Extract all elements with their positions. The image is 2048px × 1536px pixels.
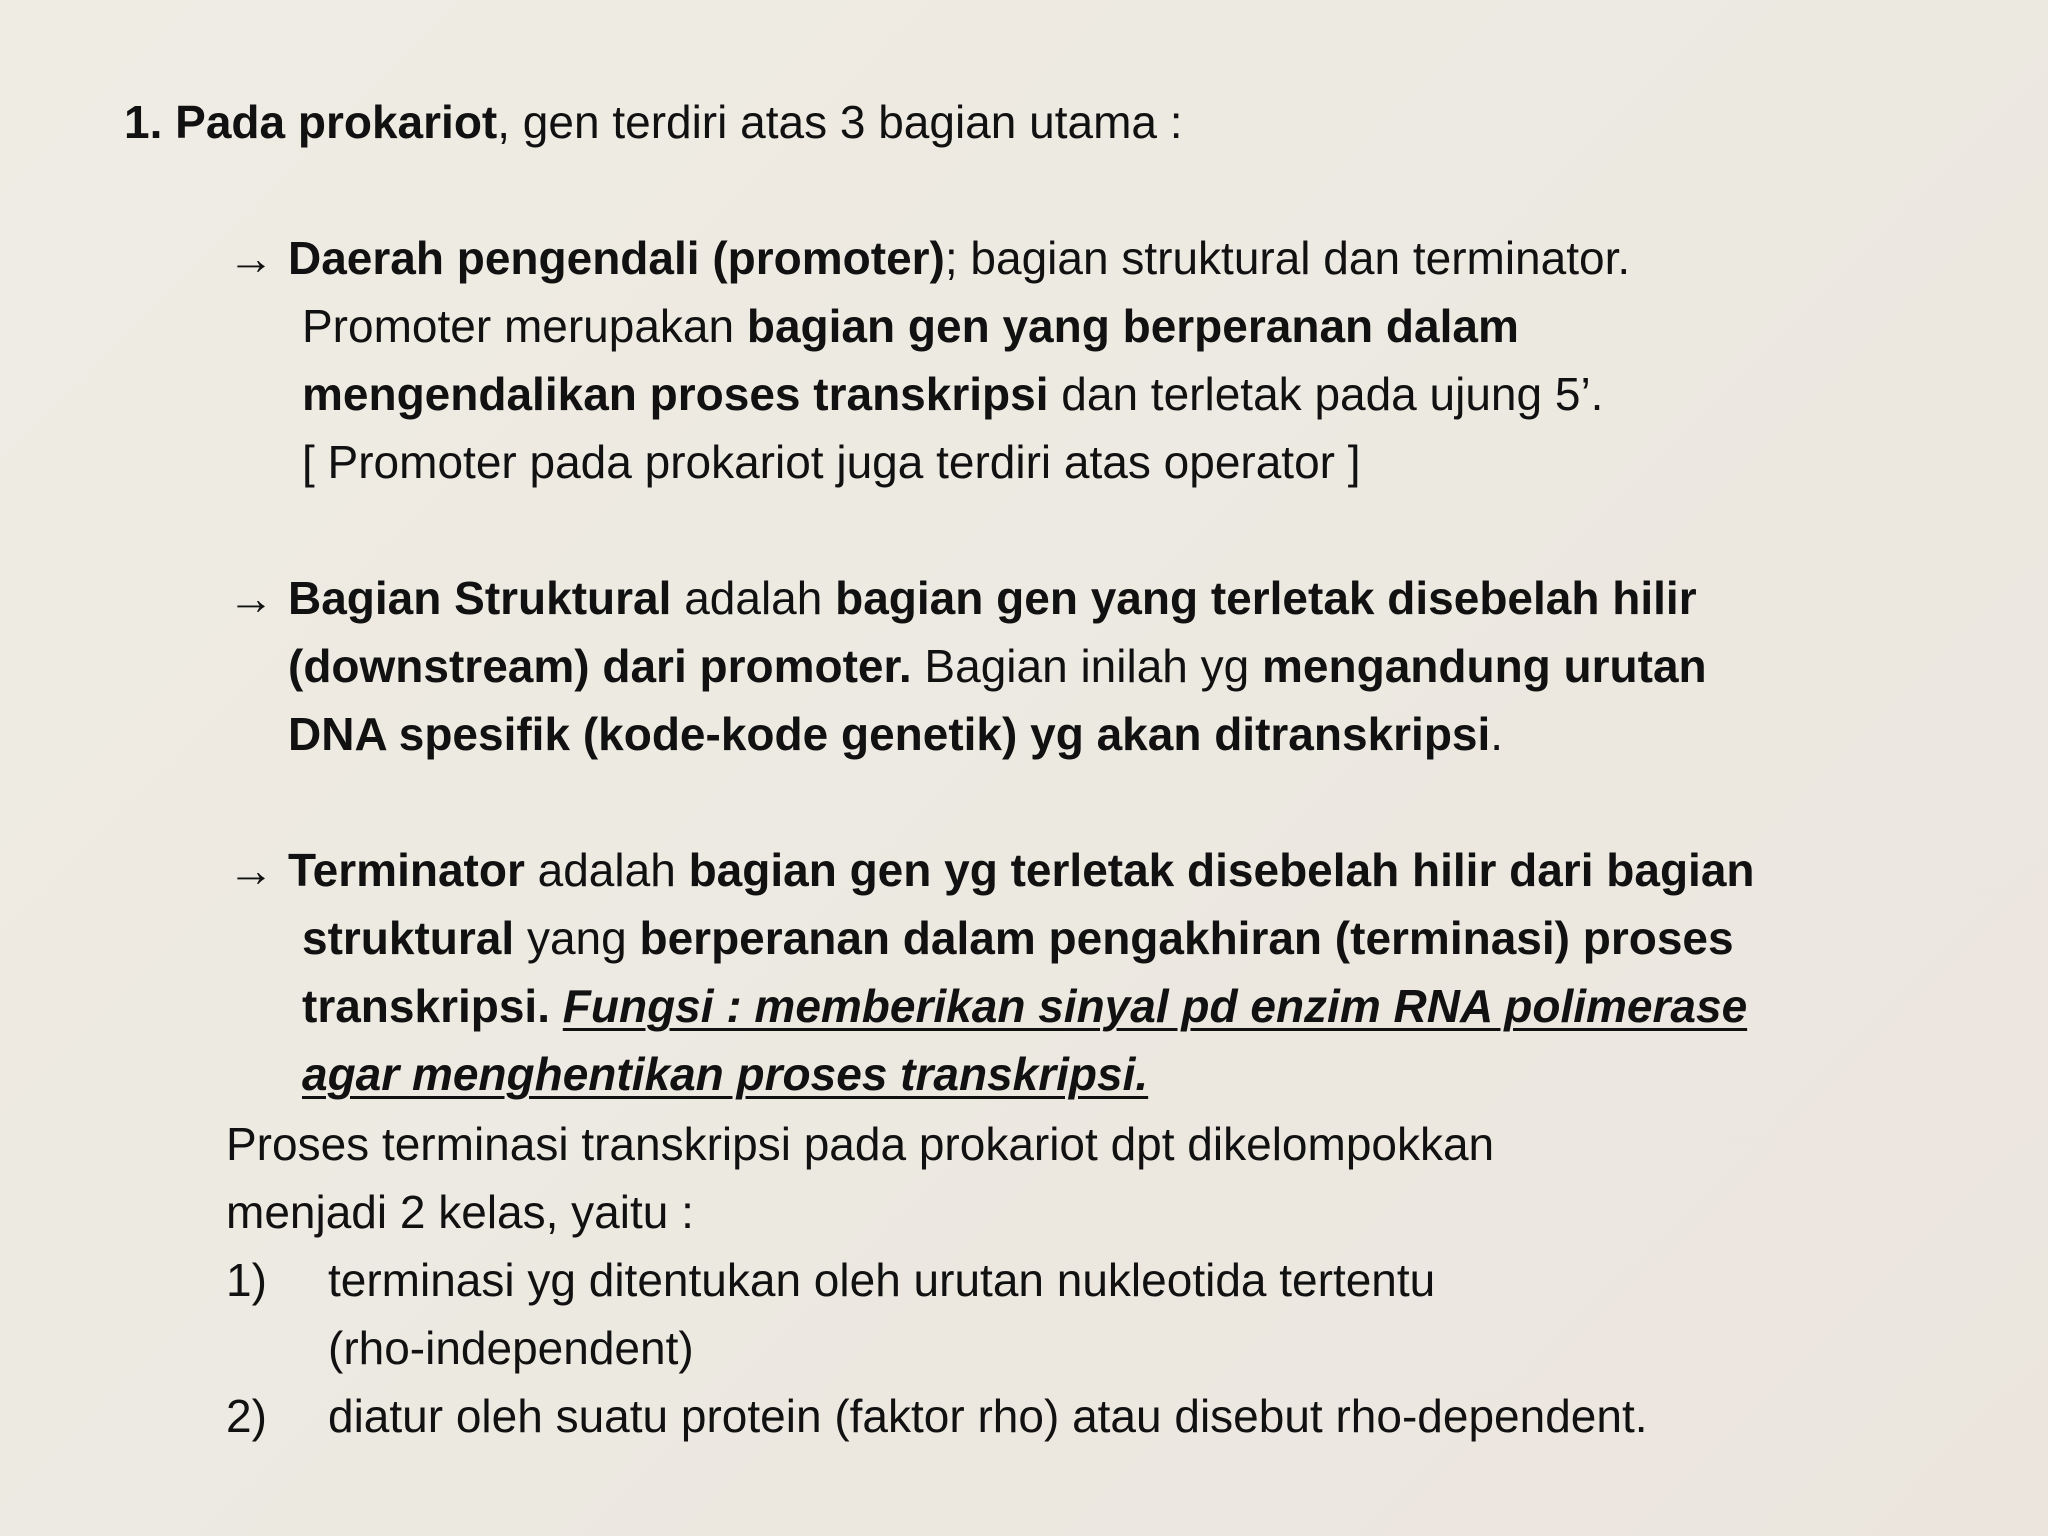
terminator-line-2-bold2: berperanan dalam pengakhiran (terminasi) proses bbox=[639, 912, 1734, 964]
terminator-line-2-plain: yang bbox=[514, 912, 640, 964]
terminator-line-3-bold: transkripsi. bbox=[302, 980, 550, 1032]
struktural-line-2-bold: (downstream) dari promoter. bbox=[288, 640, 912, 692]
struktural-line-1 bbox=[228, 564, 1697, 632]
arrow-right-icon: → bbox=[228, 232, 274, 284]
promoter-line-1-rest: ; bagian struktural dan terminator. bbox=[944, 232, 1631, 284]
proses-line-2: menjadi 2 kelas, yaitu : bbox=[226, 1186, 694, 1238]
list-item bbox=[226, 1246, 1435, 1314]
proses-line-1: Proses terminasi transkripsi pada prokariot dpt dikelompokkan bbox=[226, 1118, 1495, 1170]
promoter-line-3 bbox=[302, 360, 1603, 428]
list-item bbox=[226, 1382, 1648, 1450]
promoter-line-3-bold: mengendalikan proses transkripsi bbox=[302, 368, 1049, 420]
struktural-line-2 bbox=[288, 632, 1707, 700]
struktural-line-2-bold2: mengandung urutan bbox=[1262, 640, 1707, 692]
list-item-text: terminasi yg ditentukan oleh urutan nukleotida tertentu bbox=[328, 1254, 1436, 1306]
arrow-right-icon: → bbox=[228, 844, 274, 896]
terminator-line-3 bbox=[302, 972, 1747, 1040]
terminator-term: Terminator bbox=[288, 844, 525, 896]
promoter-line-2-bold: bagian gen yang berperanan dalam bbox=[746, 300, 1519, 352]
promoter-line-2 bbox=[302, 292, 1519, 360]
struktural-line-3-rest: . bbox=[1490, 708, 1504, 760]
list-number: 1) bbox=[226, 1254, 267, 1306]
heading-rest: , gen terdiri atas 3 bagian utama : bbox=[497, 96, 1183, 148]
struktural-line-3 bbox=[288, 700, 1503, 768]
list-item-continuation: (rho-independent) bbox=[328, 1322, 694, 1374]
struktural-line-1-plain: adalah bbox=[671, 572, 836, 624]
terminator-function-text-2: agar menghentikan proses transkripsi. bbox=[302, 1048, 1149, 1100]
promoter-line-1 bbox=[228, 224, 1630, 292]
struktural-term: Bagian Struktural bbox=[288, 572, 672, 624]
list-item-text: diatur oleh suatu protein (faktor rho) atau disebut rho-dependent. bbox=[328, 1390, 1648, 1442]
terminator-line-1 bbox=[228, 836, 1755, 904]
arrow-right-icon: → bbox=[228, 572, 274, 624]
terminator-line-2-bold: struktural bbox=[302, 912, 515, 964]
terminator-line-1-plain: adalah bbox=[524, 844, 689, 896]
terminator-function-text: Fungsi : memberikan sinyal pd enzim RNA polimerase bbox=[562, 980, 1748, 1032]
list-number: 2) bbox=[226, 1390, 267, 1442]
promoter-line-3-rest: dan terletak pada ujung 5’. bbox=[1048, 368, 1604, 420]
promoter-term: Daerah pengendali (promoter) bbox=[288, 232, 945, 284]
terminator-line-2 bbox=[302, 904, 1734, 972]
struktural-line-3-bold: DNA spesifik (kode-kode genetik) yg akan ditranskripsi bbox=[288, 708, 1491, 760]
heading bbox=[124, 88, 1183, 156]
promoter-line-4: [ Promoter pada prokariot juga terdiri atas operator ] bbox=[302, 436, 1361, 488]
struktural-line-1-bold: bagian gen yang terletak disebelah hilir bbox=[835, 572, 1697, 624]
terminator-line-4 bbox=[302, 1040, 1148, 1108]
heading-bold: 1. Pada prokariot bbox=[124, 96, 498, 148]
struktural-line-2-plain: Bagian inilah yg bbox=[911, 640, 1263, 692]
promoter-line-2-plain: Promoter merupakan bbox=[302, 300, 747, 352]
terminator-line-1-bold: bagian gen yg terletak disebelah hilir dari bagian bbox=[688, 844, 1755, 896]
